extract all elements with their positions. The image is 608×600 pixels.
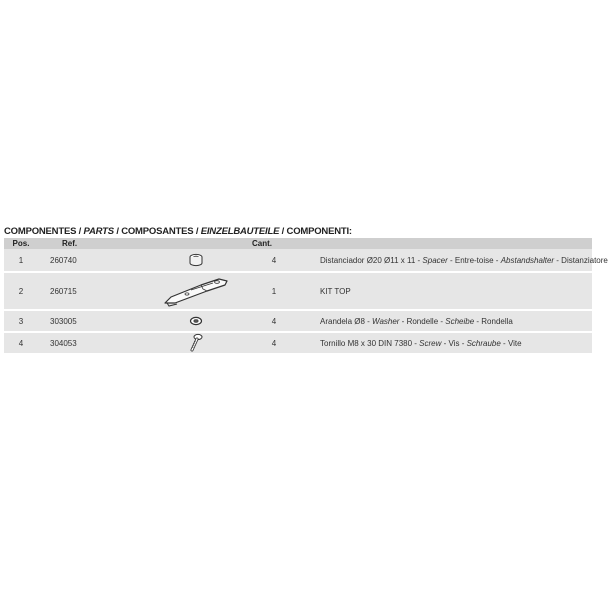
description-segment: Scheibe bbox=[445, 316, 475, 326]
cell-image bbox=[150, 310, 242, 332]
description-segment: Tornillo M8 x 30 DIN 7380 - bbox=[320, 338, 420, 348]
col-header-pos: Pos. bbox=[4, 238, 38, 249]
description-segment: - Entre-toise - bbox=[447, 255, 501, 265]
cell-ref: 260715 bbox=[38, 272, 150, 310]
parts-list bbox=[4, 226, 608, 353]
cell-pos: 4 bbox=[4, 332, 38, 353]
col-header-ref: Ref. bbox=[38, 238, 150, 249]
cell-pos: 1 bbox=[18, 255, 24, 265]
table-row bbox=[4, 249, 592, 272]
description-segment: Washer bbox=[372, 316, 400, 326]
description-segment: KIT TOP bbox=[320, 286, 351, 296]
cell-description bbox=[306, 332, 592, 353]
cell-pos: 3 bbox=[4, 310, 38, 332]
spacer-icon bbox=[188, 253, 204, 267]
screw-icon bbox=[189, 333, 203, 353]
description-segment: - Vite bbox=[500, 338, 522, 348]
cell-description bbox=[306, 272, 592, 310]
col-header-description bbox=[306, 238, 592, 249]
washer-icon bbox=[189, 315, 203, 327]
description-segment: Arandela Ø8 - bbox=[320, 316, 373, 326]
cell-description bbox=[306, 249, 608, 272]
table-row bbox=[4, 332, 592, 353]
description-segment: Distanciador Ø20 Ø11 x 11 - bbox=[320, 255, 423, 265]
cell-ref: 304053 bbox=[38, 332, 150, 353]
cell-ref: 260740 bbox=[50, 255, 77, 265]
parts-table bbox=[4, 238, 608, 353]
table-header-row bbox=[4, 238, 592, 249]
heading-text-it: / COMPONENTI: bbox=[279, 226, 352, 237]
description-segment: - Rondella bbox=[474, 316, 513, 326]
heading-text-de: EINZELBAUTEILE bbox=[200, 226, 280, 237]
col-header-qty: Cant. bbox=[242, 238, 306, 249]
description-segment: - Rondelle - bbox=[399, 316, 446, 326]
cell-description bbox=[306, 310, 592, 332]
description-segment: Schraube bbox=[466, 338, 501, 348]
col-header-image bbox=[150, 238, 242, 249]
cell-qty: 4 bbox=[271, 255, 277, 265]
cell-image bbox=[150, 249, 242, 272]
description-segment: - Distanziatore bbox=[554, 255, 608, 265]
table-row bbox=[4, 310, 592, 332]
description-segment: Screw bbox=[419, 338, 442, 348]
heading-text-fr: / COMPOSANTES / bbox=[113, 226, 201, 237]
cell-image bbox=[150, 272, 242, 310]
description-segment: Spacer bbox=[422, 255, 448, 265]
parts-heading bbox=[4, 226, 592, 238]
table-row bbox=[4, 272, 592, 310]
heading-text-es: COMPONENTES / bbox=[4, 226, 84, 237]
kit-top-bracket-icon bbox=[161, 275, 231, 307]
cell-qty: 4 bbox=[242, 310, 306, 332]
description-segment: - Vis - bbox=[441, 338, 467, 348]
cell-ref: 303005 bbox=[38, 310, 150, 332]
cell-qty: 4 bbox=[242, 332, 306, 353]
cell-qty: 1 bbox=[242, 272, 306, 310]
description-segment: Abstandshalter bbox=[500, 255, 555, 265]
heading-text-en: PARTS bbox=[83, 226, 114, 237]
cell-pos: 2 bbox=[4, 272, 38, 310]
cell-image bbox=[150, 332, 242, 353]
